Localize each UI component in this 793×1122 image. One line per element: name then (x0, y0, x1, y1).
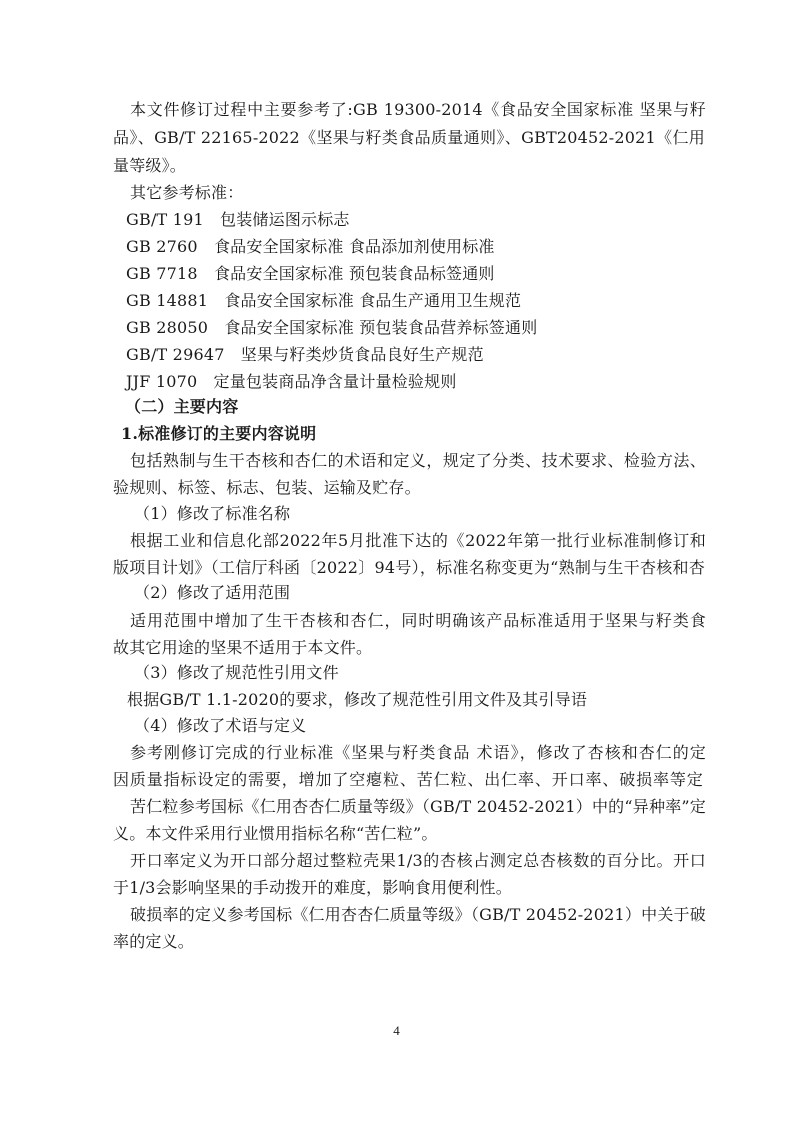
paragraph-terms-line-2: 因质量指标设定的需要，增加了空瘪粒、苦仁粒、出仁率、开口率、破损率等定 (113, 770, 703, 789)
paragraph-scope-line-2: 验规则、标签、标志、包装、运输及贮存。 (113, 478, 421, 497)
paragraph-damage-rate-line-1: 破损率的定义参考国标《仁用杏杏仁质量等级》（GB/T 20452-2021）中关于破 (130, 905, 706, 924)
paragraph-name-change-line-2: 版项目计划》（工信厅科函〔2022〕94号），标准名称变更为“熟制与生干杏核和杏 (113, 558, 705, 577)
paragraph-applicability-line-2: 故其它用途的坚果不适用于本文件。 (113, 638, 373, 657)
item-heading-2: （2）修改了适用范围 (134, 583, 291, 602)
standard-item-gbt-191: GB/T 191 包装储运图示标志 (126, 210, 350, 229)
standard-item-gb-28050: GB 28050 食品安全国家标准 预包装食品营养标签通则 (126, 318, 538, 337)
item-heading-4: （4）修改了术语与定义 (134, 716, 307, 735)
other-standards-heading: 其它参考标准： (130, 183, 244, 202)
paragraph-name-change-line-1: 根据工业和信息化部2022年5月批准下达的《2022年第一批行业标准制修订和 (130, 531, 706, 550)
subsection-heading-revision-content: 1.标准修订的主要内容说明 (121, 424, 317, 443)
standard-item-gb-2760: GB 2760 食品安全国家标准 食品添加剂使用标准 (126, 237, 495, 256)
paragraph-scope-line-1: 包括熟制与生干杏核和杏仁的术语和定义，规定了分类、技术要求、检验方法、 (130, 451, 706, 470)
page-number: 4 (393, 1023, 400, 1038)
paragraph-bitter-kernel-line-2: 义。本文件采用行业惯用指标名称“苦仁粒”。 (113, 824, 438, 843)
item-heading-3: （3）修改了规范性引用文件 (134, 663, 339, 682)
standard-item-gbt-29647: GB/T 29647 坚果与籽类炒货食品良好生产规范 (126, 345, 484, 364)
paragraph-opening-rate-line-2: 于1/3会影响坚果的手动拨开的难度，影响食用便利性。 (113, 878, 512, 897)
standard-item-gb-14881: GB 14881 食品安全国家标准 食品生产通用卫生规范 (126, 291, 522, 310)
paragraph-opening-rate-line-1: 开口率定义为开口部分超过整粒壳果1/3的杏核占测定总杏核数的百分比。开口 (130, 851, 706, 870)
paragraph-references-line-3: 量等级》。 (113, 156, 187, 175)
section-heading-main-content: （二）主要内容 (125, 397, 239, 416)
paragraph-references-line-1: 本文件修订过程中主要参考了:GB 19300-2014《食品安全国家标准 坚果与籽 (130, 100, 706, 119)
paragraph-bitter-kernel-line-1: 苦仁粒参考国标《仁用杏杏仁质量等级》（GB/T 20452-2021）中的“异种率”定 (130, 797, 706, 816)
paragraph-normative-references: 根据GB/T 1.1-2020的要求，修改了规范性引用文件及其引导语 (127, 690, 588, 709)
paragraph-damage-rate-line-2: 率的定义。 (113, 932, 195, 951)
standard-item-gb-7718: GB 7718 食品安全国家标准 预包装食品标签通则 (126, 264, 495, 283)
item-heading-1: （1）修改了标准名称 (134, 504, 291, 523)
paragraph-applicability-line-1: 适用范围中增加了生干杏核和杏仁，同时明确该产品标准适用于坚果与籽类食 (130, 611, 706, 630)
paragraph-terms-line-1: 参考刚修订完成的行业标准《坚果与籽类食品 术语》，修改了杏核和杏仁的定 (130, 743, 706, 762)
standard-item-jjf-1070: JJF 1070 定量包装商品净含量计量检验规则 (126, 372, 457, 391)
paragraph-references-line-2: 品》、GB/T 22165-2022《坚果与籽类食品质量通则》、GBT20452-2021《仁用 (113, 128, 705, 147)
